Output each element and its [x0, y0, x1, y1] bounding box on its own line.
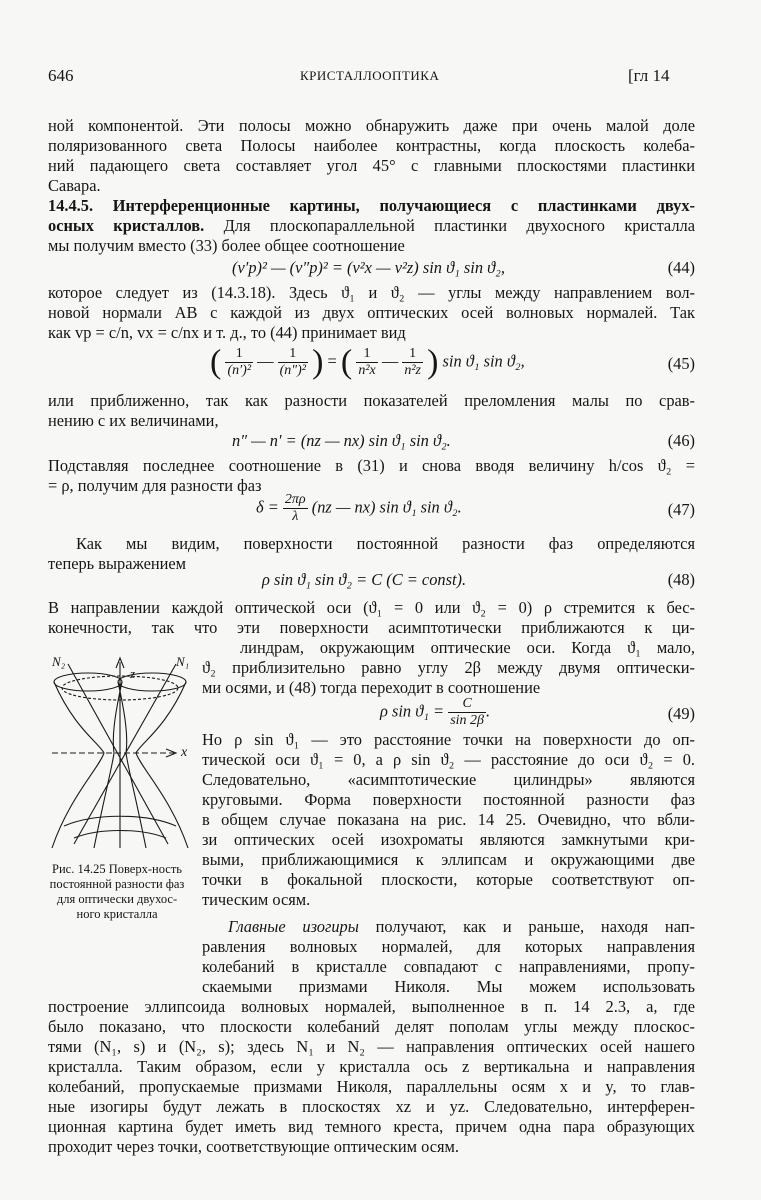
fraction-numerator: 2πρ — [284, 492, 306, 507]
section-heading-part2: осных кристаллов. — [48, 216, 205, 235]
text-line: ной компонентой. Эти полосы можно обнаружить даже при очень малой доле — [48, 116, 695, 135]
label-n2: N₂ — [52, 654, 66, 669]
text-line: или приближенно, так как разности показателей преломления малы по срав- — [48, 391, 695, 410]
label-n1: N₁ — [176, 654, 190, 669]
text-line: зи оптических осей изохроматы являются замкнутыми кри- — [202, 830, 695, 849]
text-line: конечности, так что эти поверхности асимптотически приближаются к ци- — [48, 618, 695, 637]
text-line: Но ρ sin ϑ₁ — это расстояние точки на поверхности до оп- — [202, 730, 695, 749]
text-line: как vp = c/n, vx = c/nx и т. д., то (44) принимает вид — [48, 323, 406, 342]
fraction-denominator: n²x — [358, 363, 376, 378]
figure-caption: Рис. 14.25 Поверх-ность постоянной разности фаз для оптически двухос-ного кристалла — [49, 862, 185, 921]
text-line: скаемыми призмами Николя. Мы можем использовать — [202, 977, 695, 996]
text-line: ϑ₂ приблизительно равно углу 2β между двумя оптически- — [202, 658, 695, 677]
text-line: ные изогиры будут лежать в плоскостях xz и yz. Следовательно, интерферен- — [48, 1097, 695, 1116]
text-line: было показано, что плоскости колебаний делят пополам углы между плоскос- — [48, 1017, 695, 1036]
text-line: равления волновых нормалей, для которых направления — [202, 937, 695, 956]
text-line: тической оси ϑ₁ = 0, а ρ sin ϑ₂ — расстояние до оси ϑ₂ = 0. — [202, 750, 695, 769]
equation-rhs: (nz — nx) sin ϑ₁ sin ϑ₂. — [311, 497, 462, 517]
equation-number: (44) — [667, 258, 695, 277]
equation-number: (46) — [667, 431, 695, 450]
fraction-denominator: n²z — [404, 363, 421, 378]
text-line: которое следует из (14.3.18). Здесь ϑ₁ и ϑ₂ — углы между направлением вол- — [48, 283, 695, 302]
text-line: Савара. — [48, 176, 101, 195]
equation-44: (v′p)² — (v″p)² = (v²x — v²z) sin ϑ₁ sin ϑ₂, — [232, 258, 505, 277]
fraction-numerator: 1 — [278, 346, 308, 363]
fraction-denominator: λ — [292, 509, 299, 524]
equation-tail: sin ϑ₁ sin ϑ₂, — [442, 351, 525, 371]
text-line: В направлении каждой оптической оси (ϑ₁ = 0 или ϑ₂ = 0) ρ стремится к бес- — [48, 598, 695, 617]
equation-number: (49) — [667, 704, 695, 723]
text-line: мы получим вместо (33) более общее соотношение — [48, 236, 405, 255]
fraction-numerator: C — [448, 696, 486, 713]
term-main-isogyres: Главные изогиры — [228, 917, 359, 936]
text-line: линдрам, окружающим оптические оси. Когда ϑ₁ мало, — [240, 638, 695, 657]
equation-punctuation: . — [486, 701, 491, 721]
label-x: x — [181, 745, 188, 760]
chapter-marker: [гл 14 — [628, 66, 670, 85]
text-line: Как мы видим, поверхности постоянной разности фаз определяются — [76, 534, 695, 553]
surface-right-inner — [118, 682, 146, 848]
text-line: тическим осям. — [202, 890, 311, 909]
surface-right-outer — [136, 682, 188, 848]
text-line: нению с их величинами, — [48, 411, 219, 430]
fraction-denominator: (n″)² — [279, 363, 306, 378]
text-line: в общем случае показана на рис. 14 25. Очевидно, что вбли- — [202, 810, 695, 829]
equation-45: ( $\frac{1}{\text{(n′)²}}$ — $\frac{1}{\text{(n″)²}}$ ) = ( $\frac{1}{\text{n²x}}$ — $\frac{1}{\text{n²z}}$ ) sin ϑ₁ sin ϑ₂, — [210, 343, 525, 381]
equation-47 — [256, 492, 462, 525]
running-title: КРИСТАЛЛООПТИКА — [300, 68, 440, 83]
page-number: 646 — [48, 66, 74, 85]
equation-number: (47) — [667, 500, 695, 519]
equation-46: n″ — n′ = (nz — nx) sin ϑ₁ sin ϑ₂. — [232, 431, 451, 450]
text-line: точки в фокальной плоскости, которые соответствуют оп- — [202, 870, 695, 889]
fraction-denominator: sin 2β — [450, 713, 485, 728]
text-line — [48, 216, 695, 236]
text-line: круговыми. Форма поверхности постоянной разности фаз — [202, 790, 695, 809]
text-line: тями (N₁, s) и (N₂, s); здесь N₁ и N₂ — направления оптических осей нашего — [48, 1037, 695, 1056]
text-line: Следовательно, «асимптотические цилиндры» являются — [202, 770, 695, 789]
label-z: z — [130, 666, 136, 681]
fraction-numerator: 1 — [225, 346, 253, 363]
text-line — [228, 917, 695, 937]
text-line: построение эллипсоида волновых нормалей, выполненное в п. 14 2.3, a, где — [48, 997, 695, 1016]
text-line: поляризованного света Полосы наиболее контрастны, когда плоскость колеба- — [48, 136, 695, 155]
equation-lhs: δ = — [256, 497, 279, 517]
section-number: 14.4.5. — [48, 196, 94, 215]
section-line2-rest: Для плоскопараллельной пластинки двухосного кристалла — [223, 216, 695, 235]
text-line: колебаний в кристалле совпадают с направлениями, пропу- — [202, 957, 695, 976]
equation-number: (48) — [667, 570, 695, 589]
section-heading-part1: Интерференционные картины, получающиеся с пластинками двух- — [112, 196, 696, 215]
figure-surface-diagram — [44, 648, 194, 860]
section-heading — [48, 196, 695, 216]
equation-number: (45) — [667, 354, 695, 373]
text-line: проходит через точки, соответствующие оптическим осям. — [48, 1137, 459, 1156]
text-line: новой нормали AB с каждой из двух оптических осей волновых нормалей. Так — [48, 303, 695, 322]
text-line: ционная картина будет иметь вид темного креста, причем одна пара образующих — [48, 1117, 695, 1136]
text-line: ми осями, и (48) тогда переходит в соотношение — [202, 678, 541, 697]
text-line: Подставляя последнее соотношение в (31) и снова вводя величину h/cos ϑ₂ = — [48, 456, 695, 475]
equation-48: ρ sin ϑ₁ sin ϑ₂ = C (C = const). — [262, 570, 467, 589]
text-line: кристалла. Таким образом, если у кристалла ось z вертикальна и направления — [48, 1057, 695, 1076]
fraction-numerator: 1 — [402, 346, 423, 363]
equation-49 — [380, 696, 490, 729]
fraction-denominator: (n′)² — [227, 363, 252, 378]
fraction-numerator: 1 — [356, 346, 377, 363]
surface-left-outer — [52, 682, 104, 848]
text-line: выми, приближающимися к эллипсам и окружающими две — [202, 850, 695, 869]
text-span: получают, как и раньше, находя нап- — [375, 917, 695, 936]
top-ellipse-left — [54, 673, 122, 691]
equation-lhs: ρ sin ϑ₁ = — [380, 701, 445, 721]
text-line: колебаний, пропускаемые призмами Николя, параллельны осям x и y, то глав- — [48, 1077, 695, 1096]
text-line: = ρ, получим для разности фаз — [48, 476, 262, 495]
surface-left-inner — [94, 682, 122, 848]
text-line: теперь выражением — [48, 554, 187, 573]
text-line: ний падающего света составляет угол 45° с главными плоскостями пластинки — [48, 156, 695, 175]
